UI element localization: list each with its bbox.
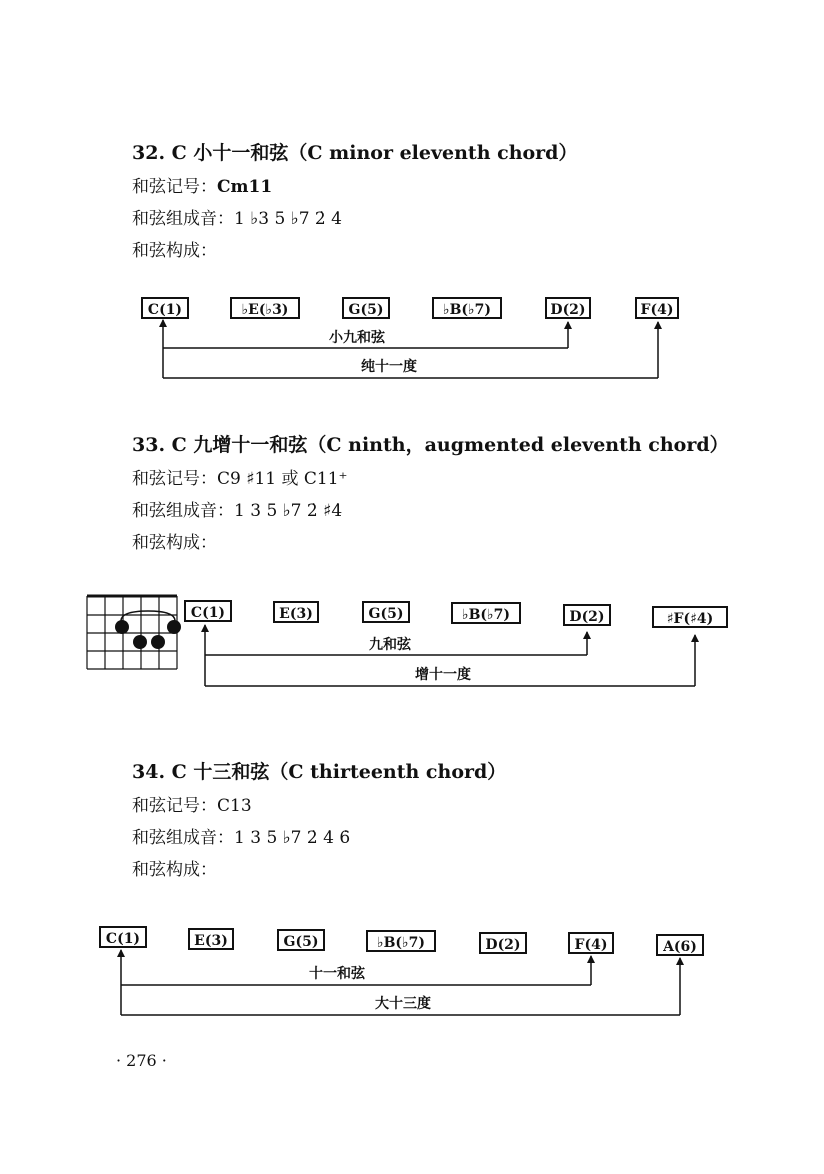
section-32-symbol: 和弦记号：Cm11 bbox=[132, 177, 273, 197]
section-34-tones: 和弦组成音：1 3 5 ♭7 2̇ 4̇ 6̇ bbox=[132, 828, 351, 848]
page-number: · 276 · bbox=[116, 1051, 167, 1070]
note-c: C(1) bbox=[184, 600, 232, 622]
note-f: F(4) bbox=[568, 932, 614, 954]
bracket-label: 纯十一度 bbox=[358, 356, 420, 376]
note-c: C(1) bbox=[99, 926, 147, 948]
note-a: A(6) bbox=[656, 934, 704, 956]
section-33-symbol: 和弦记号：C9 ♯11 或 C11⁺ bbox=[132, 469, 348, 489]
bracket-label: 大十三度 bbox=[372, 993, 434, 1013]
note-g: G(5) bbox=[342, 297, 390, 319]
section-33-tones: 和弦组成音：1 3 5 ♭7 2̇ ♯4̇ bbox=[132, 501, 343, 521]
note-f-sharp: ♯F(♯4) bbox=[652, 606, 728, 628]
note-d: D(2) bbox=[545, 297, 591, 319]
note-e: E(3) bbox=[188, 928, 234, 950]
section-34-structure-label: 和弦构成： bbox=[132, 860, 217, 880]
section-32-structure-label: 和弦构成： bbox=[132, 241, 217, 261]
note-e: E(3) bbox=[273, 601, 319, 623]
bracket-label: 九和弦 bbox=[366, 634, 414, 654]
section-33-structure-label: 和弦构成： bbox=[132, 533, 217, 553]
note-c: C(1) bbox=[141, 297, 189, 319]
section-32-tones: 和弦组成音：1 ♭3 5 ♭7 2̇ 4̇ bbox=[132, 209, 342, 229]
section-34-title: 34. C 十三和弦（C thirteenth chord） bbox=[132, 761, 507, 783]
section-33-title: 33. C 九增十一和弦（C ninth，augmented eleventh chord） bbox=[132, 434, 729, 456]
bracket-label: 增十一度 bbox=[412, 664, 474, 684]
bracket-label: 十一和弦 bbox=[306, 963, 368, 983]
note-e-flat: ♭E(♭3) bbox=[230, 297, 300, 319]
note-d: D(2) bbox=[479, 932, 527, 954]
note-d: D(2) bbox=[563, 604, 611, 626]
note-g: G(5) bbox=[277, 929, 325, 951]
note-f: F(4) bbox=[635, 297, 679, 319]
section-32-title: 32. C 小十一和弦（C minor eleventh chord） bbox=[132, 142, 578, 164]
note-b-flat: ♭B(♭7) bbox=[432, 297, 502, 319]
note-b-flat: ♭B(♭7) bbox=[451, 602, 521, 624]
section-34-symbol: 和弦记号：C13 bbox=[132, 796, 252, 816]
note-b-flat: ♭B(♭7) bbox=[366, 930, 436, 952]
note-g: G(5) bbox=[362, 601, 410, 623]
bracket-label: 小九和弦 bbox=[326, 327, 388, 347]
